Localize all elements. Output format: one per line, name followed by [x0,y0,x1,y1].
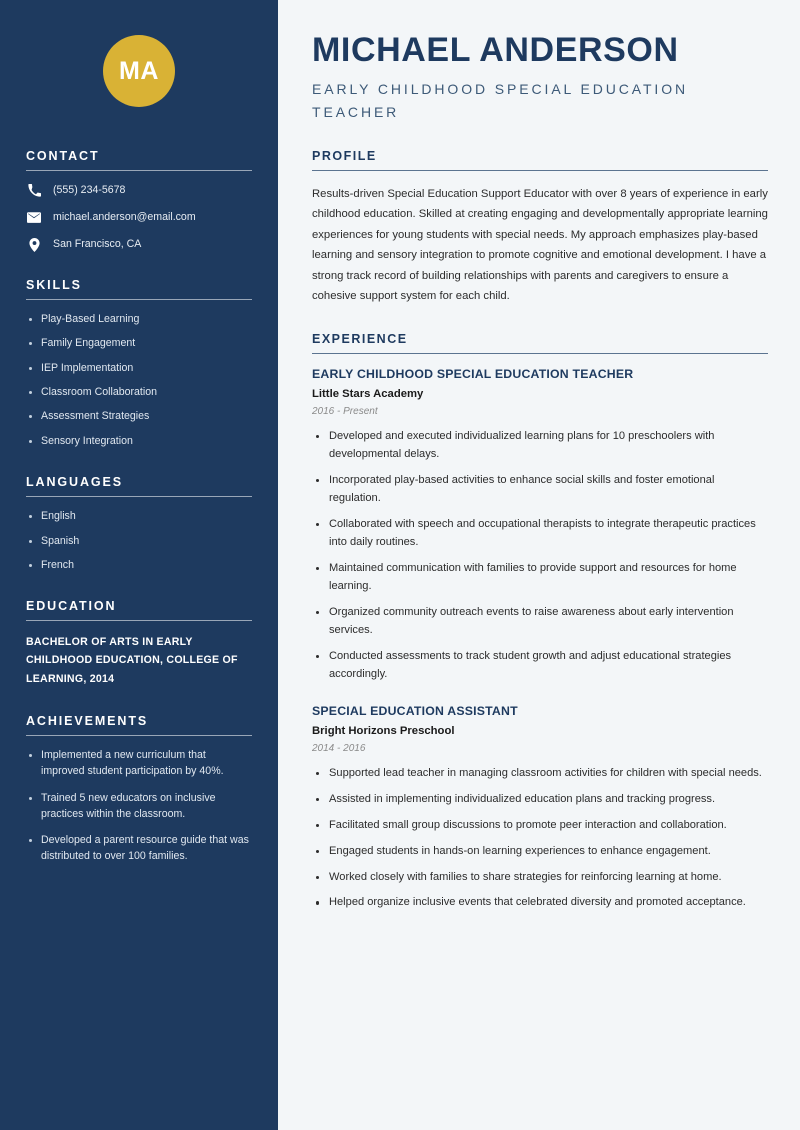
achievements-divider [26,735,252,736]
list-item: Family Engagement [26,336,252,351]
job-subtitle: EARLY CHILDHOOD SPECIAL EDUCATION TEACHER [312,81,689,121]
list-item: Trained 5 new educators on inclusive practices within the classroom. [26,791,252,823]
contact-divider [26,170,252,171]
contact-item-email[interactable] [26,210,252,225]
sidebar-section-achievements [26,714,252,865]
envelope-icon [26,210,42,225]
list-item: Implemented a new curriculum that improved student participation by 40%. [26,748,252,780]
list-item: Organized community outreach events to raise awareness about early intervention services. [312,604,768,640]
list-item: French [26,558,252,573]
job-title: EARLY CHILDHOOD SPECIAL EDUCATION TEACHER [312,367,634,382]
sidebar-section-education [26,599,252,688]
list-item: Spanish [26,534,252,549]
phone-icon [26,183,42,198]
list-item: English [26,509,252,524]
job-dates: 2014 - 2016 [312,742,366,754]
achievements-heading: ACHIEVEMENTS [26,713,149,728]
avatar [103,35,175,107]
section-profile [312,149,768,307]
location-pin-icon [26,237,42,252]
list-item: Collaborated with speech and occupational therapists to integrate therapeutic practices into daily routines. [312,516,768,552]
list-item: Helped organize inclusive events that celebrated diversity and promoted acceptance. [312,894,768,912]
skills-divider [26,299,252,300]
education-entry: BACHELOR OF ARTS IN EARLY CHILDHOOD EDUCATION, COLLEGE OF LEARNING, 2014 [26,636,238,685]
profile-text: Results-driven Special Education Support Educator with over 8 years of experience in early childhood education. Skilled at creating engaging and developmentally appropriate learning experiences for young students with special needs. My approach emphasizes play-based learning and sensory integration to promote cognitive and emotional development. I have a strong track record of building relationships with parents and caregivers to ensure a cohesive support system for each child. [312,187,768,303]
list-item: Classroom Collaboration [26,385,252,400]
contact-phone-value: (555) 234-5678 [53,184,126,197]
profile-divider [312,170,768,171]
list-item: Assisted in implementing individualized education plans and tracking progress. [312,791,768,809]
list-item: Engaged students in hands-on learning experiences to enhance engagement. [312,843,768,861]
avatar-initials: MA [119,56,159,85]
contact-email-value: michael.anderson@email.com [53,211,196,224]
list-item: Worked closely with families to share strategies for reinforcing learning at home. [312,869,768,887]
experience-entry [312,367,768,684]
list-item: Developed a parent resource guide that was distributed to over 100 families. [26,833,252,865]
avatar-container [26,35,252,107]
contact-item-location[interactable] [26,237,252,252]
contact-item-phone[interactable] [26,183,252,198]
languages-heading: LANGUAGES [26,475,123,490]
experience-entry [312,704,768,913]
list-item: Incorporated play-based activities to enhance social skills and foster emotional regulation. [312,472,768,508]
education-divider [26,620,252,621]
skills-heading: SKILLS [26,278,82,292]
job-title: SPECIAL EDUCATION ASSISTANT [312,703,518,718]
languages-list [26,509,252,573]
section-experience [312,332,768,912]
list-item: IEP Implementation [26,361,252,376]
education-heading: EDUCATION [26,599,117,614]
list-item: Assessment Strategies [26,409,252,424]
profile-heading: PROFILE [312,148,377,163]
list-item: Conducted assessments to track student growth and adjust educational strategies accordingly. [312,648,768,684]
job-dates: 2016 - Present [312,406,378,418]
sidebar-section-skills [26,278,252,449]
experience-divider [312,353,768,354]
job-company: Little Stars Academy [312,388,424,401]
job-company: Bright Horizons Preschool [312,724,455,737]
achievements-list [26,748,252,865]
skills-list [26,312,252,449]
list-item: Facilitated small group discussions to promote peer interaction and collaboration. [312,817,768,835]
list-item: Maintained communication with families to provide support and resources for home learning. [312,560,768,596]
list-item: Sensory Integration [26,434,252,449]
main-content [278,0,800,1130]
sidebar [0,0,278,1130]
contact-heading: CONTACT [26,149,100,163]
experience-heading: EXPERIENCE [312,332,408,347]
job-bullets [312,428,768,684]
contact-location-value: San Francisco, CA [53,238,142,251]
sidebar-section-languages [26,475,252,573]
list-item: Supported lead teacher in managing classroom activities for children with special needs. [312,765,768,783]
page-title: MICHAEL ANDERSON [312,31,679,69]
languages-divider [26,496,252,497]
list-item: Play-Based Learning [26,312,252,327]
list-item: Developed and executed individualized learning plans for 10 preschoolers with developmental delays. [312,428,768,464]
sidebar-section-contact [26,149,252,252]
job-bullets [312,765,768,913]
